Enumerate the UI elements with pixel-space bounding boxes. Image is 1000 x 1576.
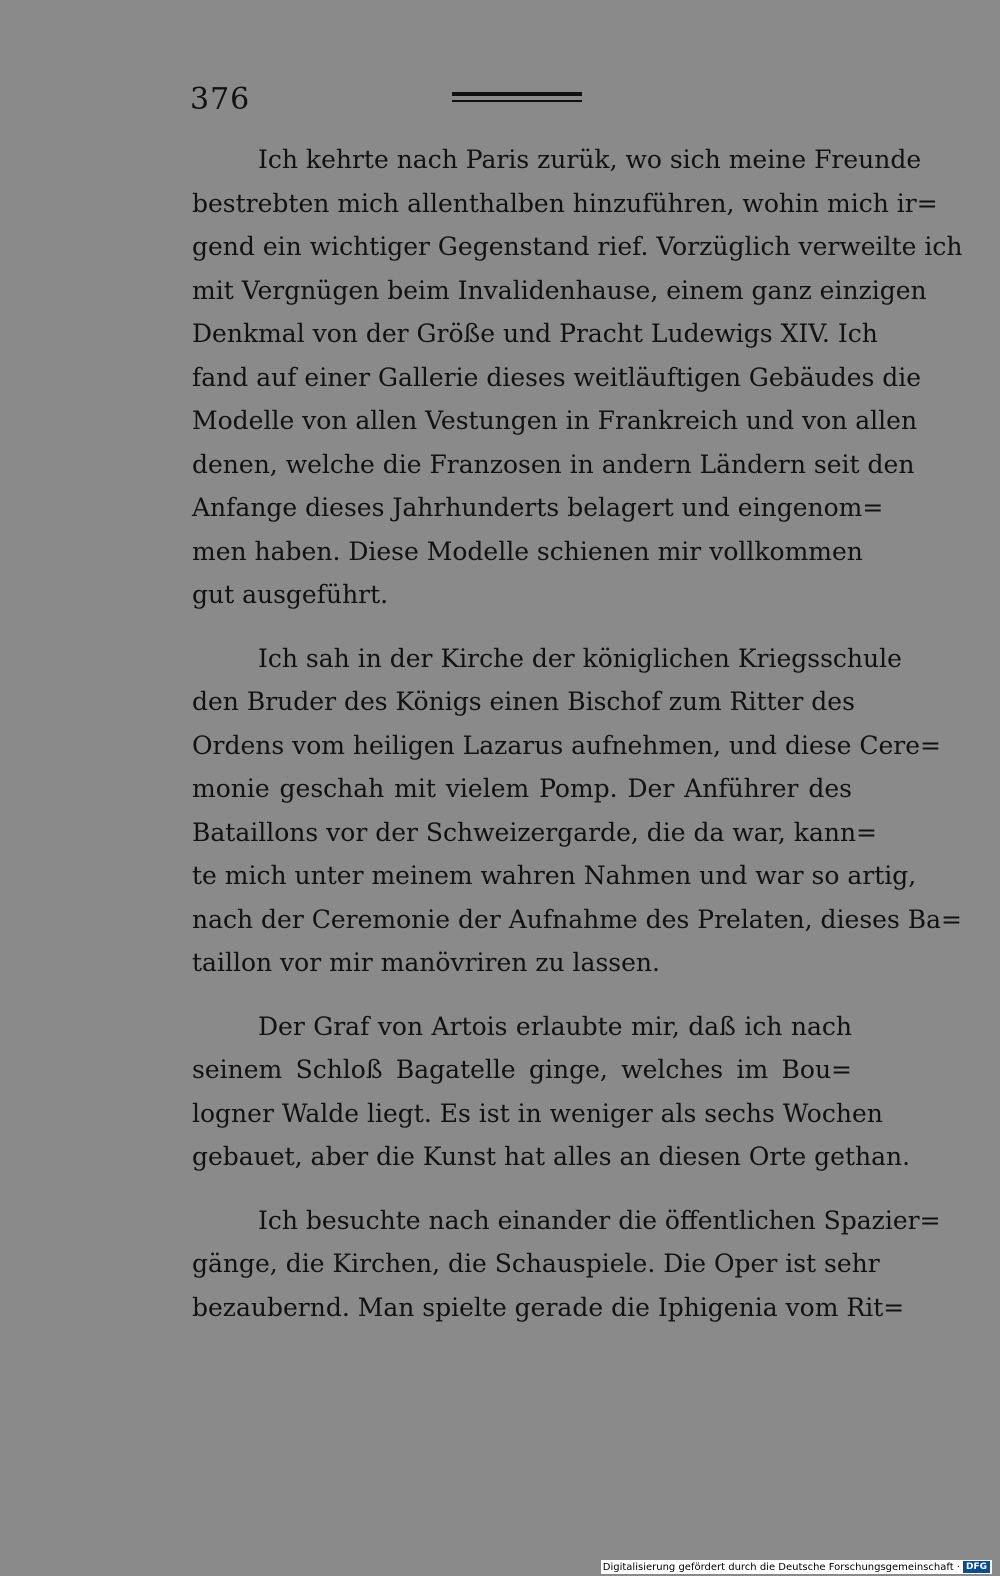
text-line: Ordens vom heiligen Lazarus aufnehmen, und diese Cere=	[192, 730, 941, 760]
text-line: Modelle von allen Vestungen in Frankreich und von allen	[192, 406, 918, 435]
text-line: den Bruder des Königs einen Bischof zum Ritter des	[192, 687, 855, 716]
dfg-logo: DFG	[963, 1561, 990, 1573]
paragraph	[192, 637, 962, 985]
text-line: nach der Ceremonie der Aufnahme des Prelaten, dieses Ba=	[192, 904, 962, 934]
footer-credit	[601, 1560, 992, 1574]
footer-text: Digitalisierung gefördert durch die Deutsche Forschungsgemeinschaft ·	[602, 1561, 960, 1573]
text-line: Ich besuchte nach einander die öffentlichen Spazier=	[258, 1205, 941, 1235]
text-line: Der Graf von Artois erlaubte mir, daß ich nach	[258, 1011, 852, 1041]
header-rule	[452, 92, 582, 102]
text-line: gebauet, aber die Kunst hat alles an diesen Orte gethan.	[192, 1142, 911, 1171]
text-line: te mich unter meinem wahren Nahmen und war so artig,	[192, 861, 917, 890]
text-line: denen, welche die Franzosen in andern Ländern seit den	[192, 449, 915, 479]
page-number: 376	[190, 82, 251, 117]
text-line: logner Walde liegt. Es ist in weniger als sechs Wochen	[192, 1098, 883, 1128]
text-line: Ich sah in der Kirche der königlichen Kriegsschule	[258, 643, 902, 673]
text-line: Denkmal von der Größe und Pracht Ludewigs XIV. Ich	[192, 319, 878, 348]
text-line: gänge, die Kirchen, die Schauspiele. Die Oper ist sehr	[192, 1249, 880, 1278]
paragraph	[192, 1199, 941, 1330]
text-line: fand auf einer Gallerie dieses weitläuftigen Gebäudes die	[192, 362, 922, 392]
text-line: seinem Schloß Bagatelle ginge, welches im Bou=	[192, 1055, 852, 1084]
text-line: gend ein wichtiger Gegenstand rief. Vorzüglich verweilte ich	[192, 232, 963, 261]
text-line: Ich kehrte nach Paris zurük, wo sich meine Freunde	[258, 145, 922, 174]
text-line: Bataillons vor der Schweizergarde, die da war, kann=	[192, 817, 877, 847]
text-line: monie geschah mit vielem Pomp. Der Anführer des	[192, 774, 852, 803]
paragraph	[192, 1005, 911, 1179]
paragraph-gap	[192, 985, 852, 1005]
text-line: bestrebten mich allenthalben hinzuführen, wohin mich ir=	[192, 188, 938, 218]
paragraph-gap	[192, 1179, 852, 1199]
text-line: mit Vergnügen beim Invalidenhause, einem ganz einzigen	[192, 275, 927, 305]
text-line: taillon vor mir manövriren zu lassen.	[192, 948, 660, 977]
paragraph	[192, 138, 963, 617]
body-text	[192, 138, 963, 1329]
text-line: Anfange dieses Jahrhunderts belagert und eingenom=	[192, 493, 884, 522]
paragraph-gap	[192, 617, 852, 637]
text-line: gut ausgeführt.	[192, 580, 389, 609]
text-line: bezaubernd. Man spielte gerade die Iphigenia vom Rit=	[192, 1292, 905, 1322]
text-line: men haben. Diese Modelle schienen mir vollkommen	[192, 536, 863, 566]
